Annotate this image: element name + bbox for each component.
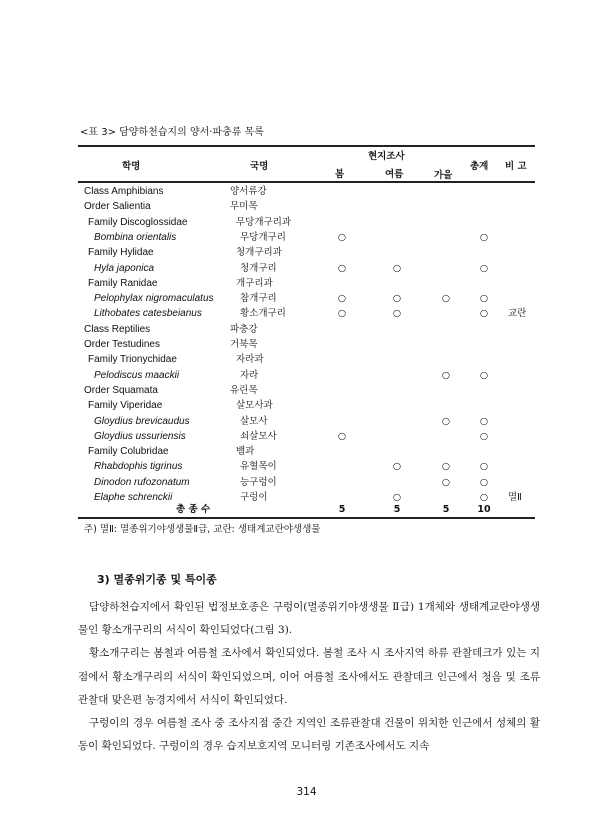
korean-name: 쇠살모사 xyxy=(240,430,277,442)
table-caption: <표 3> 담양하천습지의 양서·파충류 목록 xyxy=(80,127,264,138)
autumn-mark: ○ xyxy=(441,293,451,305)
korean-name: 양서류강 xyxy=(230,186,267,197)
scientific-name: Gloydius brevicaudus xyxy=(94,415,190,427)
korean-name: 무미목 xyxy=(230,201,258,213)
total-mark: ○ xyxy=(479,476,489,488)
table-row xyxy=(78,322,535,337)
spring-mark: ○ xyxy=(337,293,347,305)
page-number: 314 xyxy=(296,786,317,798)
total-mark: ○ xyxy=(479,308,489,320)
summer-mark: ○ xyxy=(392,308,402,320)
table-row xyxy=(78,368,535,383)
scientific-name: Gloydius ussuriensis xyxy=(94,430,186,442)
table-row xyxy=(78,199,535,214)
scientific-name: Order Salientia xyxy=(84,201,151,213)
autumn-mark: ○ xyxy=(441,476,451,488)
table-row xyxy=(78,337,535,352)
korean-name: 황소개구리 xyxy=(240,308,286,320)
autumn-mark: ○ xyxy=(441,415,451,427)
header-sci: 학명 xyxy=(122,161,141,172)
spring-mark: ○ xyxy=(337,430,347,442)
korean-name: 살모사 xyxy=(240,415,268,427)
header-rule xyxy=(78,181,535,183)
table-row xyxy=(78,398,535,413)
table-row xyxy=(78,261,535,276)
scientific-name: Family Viperidae xyxy=(88,400,163,412)
korean-name: 무당개구리과 xyxy=(236,216,292,228)
total-mark: ○ xyxy=(479,461,489,473)
scientific-name: Family Hylidae xyxy=(88,247,154,259)
summer-mark: ○ xyxy=(392,262,402,274)
scientific-name: Class Reptilies xyxy=(84,323,151,335)
korean-name: 개구리과 xyxy=(236,277,273,289)
korean-name: 구렁이 xyxy=(240,492,268,503)
table-row xyxy=(78,414,535,429)
scientific-name: Dinodon rufozonatum xyxy=(94,476,190,488)
table-row xyxy=(78,306,535,321)
korean-name: 뱀과 xyxy=(236,446,255,458)
scientific-name: Pelodiscus maackii xyxy=(94,369,180,381)
autumn-mark: ○ xyxy=(441,369,451,381)
total-mark: ○ xyxy=(479,293,489,305)
total-mark: ○ xyxy=(479,369,489,381)
korean-name: 청개구리과 xyxy=(236,247,282,259)
paragraph: 황소개구리는 봄철과 여름철 조사에서 확인되었다. 봄철 조사 시 조사지역 하류 관찰데크가 있는 지점에서 황소개구리의 서식이 확인되었으며, 이어 여름철 조사에서도 관찰데크 인근에서 청음 및 조류관찰대 맞은편 농경지에서 서식이 확인되었다. xyxy=(78,647,540,706)
table-row xyxy=(78,291,535,306)
korean-name: 유린목 xyxy=(230,384,258,396)
scientific-name: Family Discoglossidae xyxy=(88,216,188,228)
korean-name: 참개구리 xyxy=(240,293,277,305)
scientific-name: Bombina orientalis xyxy=(94,231,177,243)
table-top-rule xyxy=(78,145,535,147)
totals-summer: 5 xyxy=(393,504,401,515)
table-row xyxy=(78,230,535,245)
korean-name: 파충강 xyxy=(230,323,258,335)
header-autumn: 가을 xyxy=(434,170,453,181)
table-row xyxy=(78,459,535,474)
table-row xyxy=(78,245,535,260)
body-text xyxy=(78,596,540,758)
scientific-name: Class Amphibians xyxy=(84,186,164,197)
scientific-name: Order Squamata xyxy=(84,384,158,396)
table-footnote: 주) 멸Ⅱ: 멸종위기야생생물Ⅱ급, 교란: 생태계교란야생생물 xyxy=(84,524,321,535)
header-kor: 국명 xyxy=(250,161,269,172)
totals-label: 총 종 수 xyxy=(176,504,211,515)
total-mark: ○ xyxy=(479,231,489,243)
header-survey: 현지조사 xyxy=(368,151,405,162)
scientific-name: Lithobates catesbeianus xyxy=(94,308,202,320)
total-mark: ○ xyxy=(479,262,489,274)
korean-name: 자라 xyxy=(240,369,259,381)
header-spring: 봄 xyxy=(335,169,345,180)
table-row xyxy=(78,444,535,459)
scientific-name: Elaphe schrenckii xyxy=(94,492,173,503)
korean-name: 거북목 xyxy=(230,339,258,350)
korean-name: 살모사과 xyxy=(236,400,273,412)
table-row xyxy=(78,352,535,367)
table-row xyxy=(78,475,535,490)
summer-mark: ○ xyxy=(392,461,402,473)
paragraph: 구렁이의 경우 여름철 조사 중 조사지점 중간 지역인 조류관찰대 건물이 위치한 인근에서 성체의 활동이 확인되었다. 구렁이의 경우 습지보호지역 모니터링 기존조사에서도 지속 xyxy=(78,717,540,753)
korean-name: 청개구리 xyxy=(240,262,277,274)
autumn-mark: ○ xyxy=(441,461,451,473)
korean-name: 능구렁이 xyxy=(240,476,277,488)
table-row xyxy=(78,383,535,398)
scientific-name: Family Trionychidae xyxy=(88,354,177,366)
spring-mark: ○ xyxy=(337,231,347,243)
korean-name: 무당개구리 xyxy=(240,231,286,243)
scientific-name: Family Ranidae xyxy=(88,277,158,289)
totals-row xyxy=(78,502,535,517)
header-summer: 여름 xyxy=(385,169,404,180)
summer-mark: ○ xyxy=(392,293,402,305)
summer-mark: ○ xyxy=(392,492,402,503)
total-mark: ○ xyxy=(479,492,489,503)
table-row xyxy=(78,215,535,230)
table-row xyxy=(78,276,535,291)
remark: 교란 xyxy=(508,308,527,320)
spring-mark: ○ xyxy=(337,308,347,320)
table-bottom-rule xyxy=(78,517,535,519)
remark: 멸Ⅱ xyxy=(508,492,522,503)
scientific-name: Family Colubridae xyxy=(88,446,169,458)
table-row xyxy=(78,184,535,199)
korean-name: 자라과 xyxy=(236,354,264,366)
paragraph: 담양하천습지에서 확인된 법정보호종은 구렁이(멸종위기야생생물 Ⅱ급) 1개체와 생태계교란야생생물인 황소개구리의 서식이 확인되었다(그림 3). xyxy=(78,601,540,637)
totals-autumn: 5 xyxy=(442,504,450,515)
header-total: 총계 xyxy=(470,161,489,172)
header-note: 비 고 xyxy=(505,161,527,172)
total-mark: ○ xyxy=(479,415,489,427)
total-mark: ○ xyxy=(479,430,489,442)
spring-mark: ○ xyxy=(337,262,347,274)
table-row xyxy=(78,429,535,444)
totals-total: 10 xyxy=(477,504,491,515)
scientific-name: Hyla japonica xyxy=(94,262,155,274)
scientific-name: Pelophylax nigromaculatus xyxy=(94,293,214,305)
korean-name: 유혈목이 xyxy=(240,461,277,473)
section-heading: 3) 멸종위기종 및 특이종 xyxy=(97,573,217,586)
totals-spring: 5 xyxy=(338,504,346,515)
scientific-name: Order Testudines xyxy=(84,339,160,350)
scientific-name: Rhabdophis tigrinus xyxy=(94,461,183,473)
